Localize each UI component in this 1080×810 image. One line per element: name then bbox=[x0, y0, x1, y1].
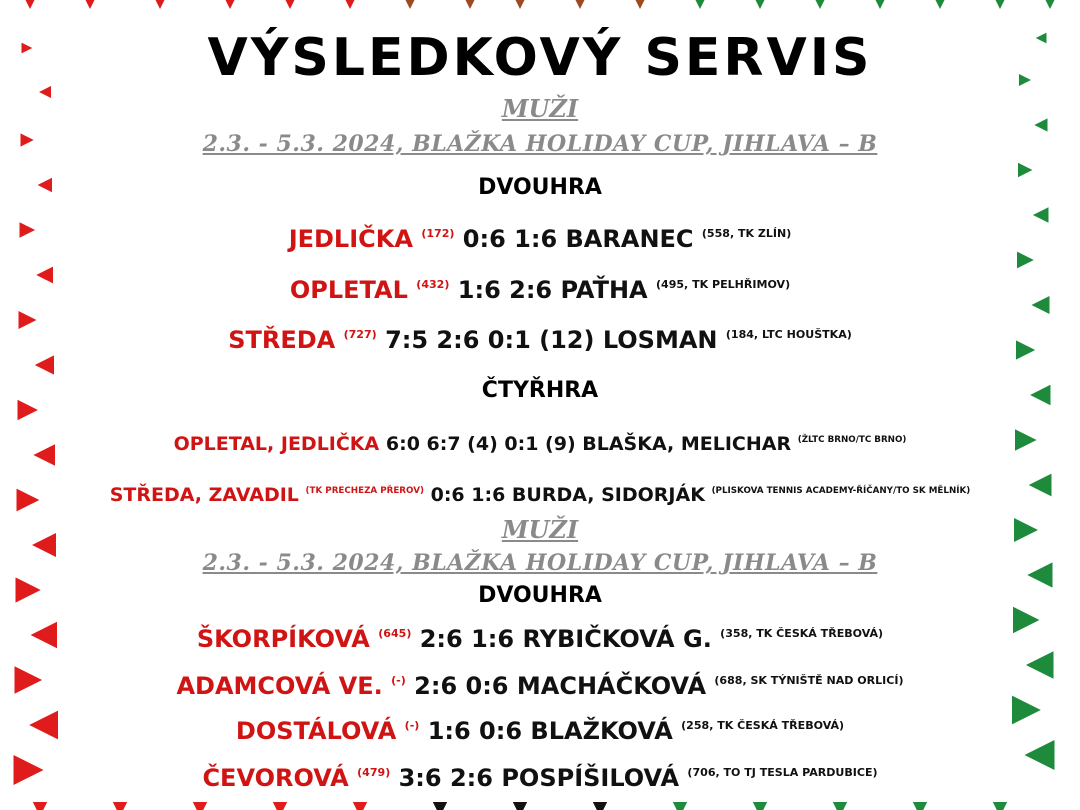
winner-seed: (479) bbox=[357, 766, 391, 780]
result-row bbox=[0, 276, 1080, 304]
loser-info: (184, LTC HOUŠTKA) bbox=[725, 328, 852, 342]
winner-name: DOSTÁLOVÁ bbox=[235, 717, 397, 745]
result-row bbox=[0, 764, 1080, 792]
decor-triangle bbox=[934, 0, 946, 9]
decor-triangle bbox=[193, 802, 207, 810]
decor-triangle bbox=[1044, 0, 1056, 9]
match-score: 2:6 0:6 bbox=[414, 672, 509, 700]
decor-triangle bbox=[754, 0, 766, 9]
winner-name: ČEVOROVÁ bbox=[202, 764, 349, 792]
event-heading: 2.3. - 5.3. 2024, BLAŽKA HOLIDAY CUP, JIHLAVA – B bbox=[202, 131, 878, 157]
winner-seed: (645) bbox=[378, 627, 412, 641]
winner-name: ŠKORPÍKOVÁ bbox=[196, 625, 370, 653]
decor-triangle bbox=[673, 802, 687, 810]
decor-triangle bbox=[514, 0, 526, 9]
decor-triangle bbox=[994, 0, 1006, 9]
decor-triangle bbox=[433, 802, 447, 810]
match-score: 1:6 0:6 bbox=[427, 717, 523, 745]
match-score: 6:0 6:7 (4) 0:1 (9) bbox=[385, 433, 576, 455]
match-score: 0:6 1:6 bbox=[430, 484, 506, 506]
winner-name: OPLETAL bbox=[289, 276, 408, 304]
decor-triangle bbox=[913, 802, 927, 810]
decor-triangle bbox=[513, 802, 527, 810]
decor-triangle bbox=[284, 0, 296, 9]
match-score: 7:5 2:6 0:1 (12) bbox=[385, 326, 595, 354]
loser-name: MACHÁČKOVÁ bbox=[516, 672, 707, 700]
loser-info: (358, TK ČESKÁ TŘEBOVÁ) bbox=[720, 627, 884, 641]
winner-seed: (432) bbox=[416, 278, 450, 292]
winner-seed: (-) bbox=[391, 674, 406, 688]
match-score: 1:6 2:6 bbox=[457, 276, 553, 304]
loser-info: (258, TK ČESKÁ TŘEBOVÁ) bbox=[681, 719, 845, 733]
winner-name: OPLETAL, JEDLIČKA bbox=[173, 433, 380, 455]
loser-info: (ŽLTC BRNO/TC BRNO) bbox=[797, 435, 907, 446]
singles-heading: DVOUHRA bbox=[478, 583, 602, 608]
decor-triangle bbox=[833, 802, 847, 810]
result-row bbox=[0, 225, 1080, 253]
result-row bbox=[0, 717, 1080, 745]
loser-info: (495, TK PELHŘIMOV) bbox=[655, 278, 791, 292]
decor-triangle bbox=[353, 802, 367, 810]
singles-heading: DVOUHRA bbox=[478, 175, 602, 200]
decor-triangle bbox=[344, 0, 356, 9]
result-row bbox=[0, 326, 1080, 354]
category-heading: MUŽI bbox=[501, 94, 579, 123]
result-row bbox=[0, 625, 1080, 653]
decor-triangle bbox=[1033, 207, 1049, 223]
decor-triangle bbox=[634, 0, 646, 9]
loser-name: BURDA, SIDORJÁK bbox=[511, 484, 705, 506]
decor-triangle bbox=[113, 802, 127, 810]
result-row bbox=[0, 433, 1080, 455]
loser-info: (558, TK ZLÍN) bbox=[701, 227, 792, 241]
result-row bbox=[0, 672, 1080, 700]
decor-triangle bbox=[84, 0, 96, 9]
loser-name: POSPÍŠILOVÁ bbox=[501, 764, 680, 792]
match-score: 2:6 1:6 bbox=[419, 625, 515, 653]
decor-triangle bbox=[874, 0, 886, 9]
decor-triangle bbox=[814, 0, 826, 9]
decor-triangle bbox=[464, 0, 476, 9]
winner-seed: (-) bbox=[404, 719, 420, 733]
decor-triangle bbox=[694, 0, 706, 9]
decor-triangle bbox=[404, 0, 416, 9]
match-score: 0:6 1:6 bbox=[462, 225, 558, 253]
winner-name: STŘEDA, ZAVADIL bbox=[109, 484, 299, 506]
match-score: 3:6 2:6 bbox=[398, 764, 493, 792]
winner-seed: (727) bbox=[343, 328, 377, 342]
decor-triangle bbox=[273, 802, 287, 810]
loser-info: (706, TO TJ TESLA PARDUBICE) bbox=[687, 766, 878, 780]
doubles-heading: ČTYŘHRA bbox=[481, 378, 599, 403]
loser-name: BARANEC bbox=[565, 225, 694, 253]
decor-triangle bbox=[993, 802, 1007, 810]
decor-triangle bbox=[593, 802, 607, 810]
decor-triangle bbox=[224, 0, 236, 9]
decor-triangle bbox=[33, 802, 47, 810]
winner-name: JEDLIČKA bbox=[288, 225, 413, 253]
decor-triangle bbox=[574, 0, 586, 9]
decor-triangle bbox=[35, 355, 54, 374]
winner-name: STŘEDA bbox=[228, 326, 336, 354]
loser-name: RYBIČKOVÁ G. bbox=[522, 625, 712, 653]
decor-triangle bbox=[753, 802, 767, 810]
event-heading: 2.3. - 5.3. 2024, BLAŽKA HOLIDAY CUP, JIHLAVA – B bbox=[202, 550, 878, 576]
winner-club: (TK PRECHEZA PŘEROV) bbox=[305, 486, 424, 497]
decor-triangle bbox=[1017, 252, 1034, 269]
loser-name: PAŤHA bbox=[560, 276, 648, 304]
decor-triangle bbox=[154, 0, 166, 9]
loser-info: (PLISKOVA TENNIS ACADEMY-ŘÍČANY/TO SK MĚLNÍK) bbox=[711, 486, 971, 497]
loser-name: BLAŽKOVÁ bbox=[530, 717, 673, 745]
winner-name: ADAMCOVÁ VE. bbox=[176, 672, 383, 700]
result-row bbox=[0, 484, 1080, 506]
category-heading: MUŽI bbox=[501, 515, 579, 544]
decor-triangle bbox=[24, 0, 36, 9]
loser-name: BLAŠKA, MELICHAR bbox=[582, 433, 792, 455]
loser-name: LOSMAN bbox=[602, 326, 718, 354]
loser-info: (688, SK TÝNIŠTĚ NAD ORLICÍ) bbox=[714, 674, 904, 688]
winner-seed: (172) bbox=[421, 227, 455, 241]
page-title: VÝSLEDKOVÝ SERVIS bbox=[207, 28, 873, 88]
